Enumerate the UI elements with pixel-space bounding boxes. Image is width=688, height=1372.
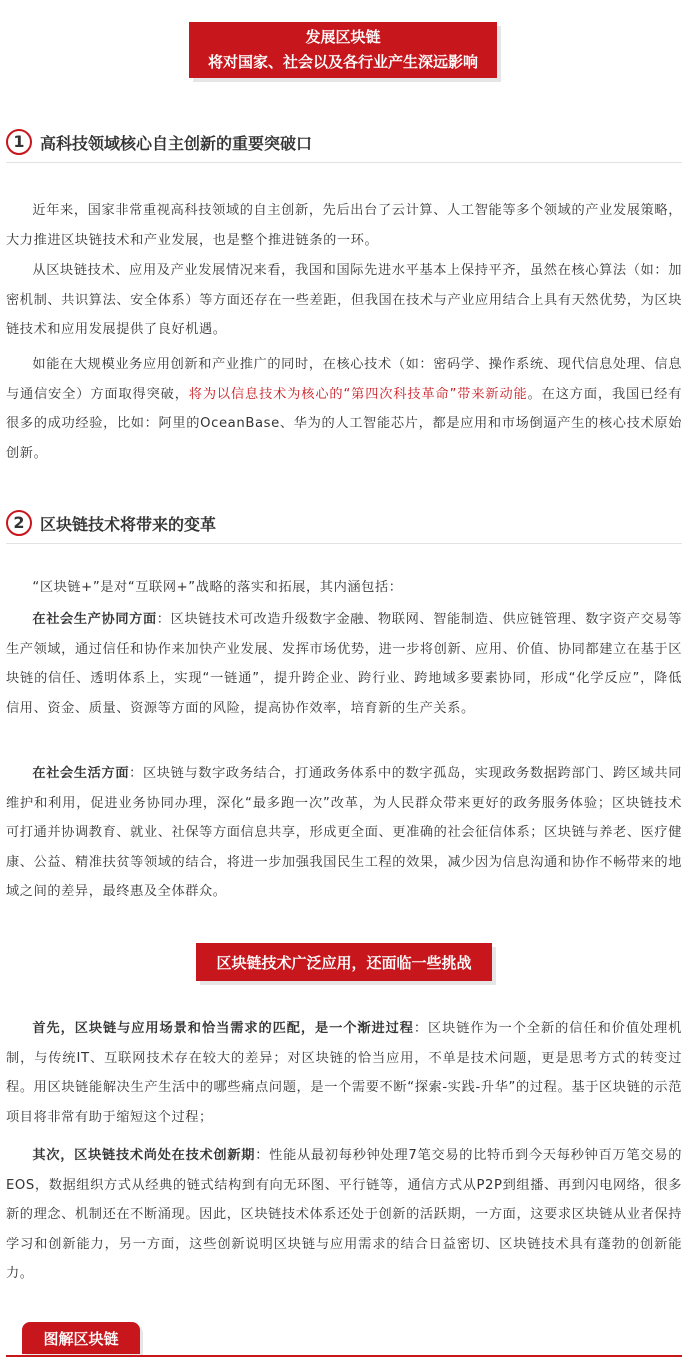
section-2-p3-text: ：区块链与数字政务结合，打通政务体系中的数字孤岛，实现政务数据跨部门、跨区域共同维护和利用，促进业务协同办理，深化“最多跑一次”改革，为人民群众带来更好的政务服务体验；区块链技术可打通并协调教育、就业、社保等方面信息共享，形成更全面、更准确的社会征信体系；区块链与养老、医疗健康、公益、精准扶贫等领域的结合，将进一步加强我国民生工程的效果，减少因为信息沟通和协作不畅带来的地域之间的差异，最终惠及全体群众。	[6, 766, 683, 899]
section-1-p3-text-a: 如能在大规模业务应用创新和产业推广的同时，在核心技术（如：密码学、操作系统、现代信息处理、信息与通信安全）方面取得突破，	[6, 357, 682, 402]
section-2-heading	[6, 509, 216, 537]
challenge-paragraph-2	[6, 1141, 682, 1289]
header-banner	[189, 22, 497, 78]
section-1-divider	[6, 162, 682, 163]
section-2-p3-lead: 在社会生活方面	[32, 766, 130, 781]
footer-section-tag: 图解区块链	[22, 1322, 140, 1354]
section-2-paragraph-1: “区块链+”是对“互联网+”战略的落实和拓展，其内涵包括：	[32, 580, 403, 595]
banner-line-1: 发展区块链	[305, 28, 381, 46]
section-1-p3-text-b: 。在这方面，我国已经有很多的成功经验，比如：阿里的OceanBase、华为的人工智能芯片，都是应用和市场倒逼产生的核心技术原始创新。	[6, 386, 682, 461]
challenge-banner: 区块链技术广泛应用，还面临一些挑战	[196, 943, 492, 981]
section-1-paragraph-1: 近年来，国家非常重视高科技领域的自主创新，先后出台了云计算、人工智能等多个领域的产业发展策略，大力推进区块链技术和产业发展，也是整个推进链条的一环。	[6, 203, 682, 248]
section-2-number: 2	[6, 510, 32, 536]
section-2-p2-text: ：区块链技术可改造升级数字金融、物联网、智能制造、供应链管理、数字资产交易等生产领域，通过信任和协作来加快产业发展、发挥市场优势，进一步将创新、应用、价值、协同都建立在基于区块链的信任、透明体系上，实现“一链通”，提升跨企业、跨行业、跨地域多要素协同，形成“化学反应”，降低信用、资金、质量、资源等方面的风险，提高协作效率，培育新的生产关系。	[6, 612, 683, 716]
challenge-p1-text: ：区块链作为一个全新的信任和价值处理机制，与传统IT、互联网技术存在较大的差异；对区块链的恰当应用，不单是技术问题，更是思考方式的转变过程。用区块链能解决生产生活中的哪些痛点问题，是一个需要不断“探索-实践-升华”的过程。基于区块链的示范项目将非常有助于缩短这个过程；	[6, 1021, 683, 1125]
section-1-paragraph-2: 从区块链技术、应用及产业发展情况来看，我国和国际先进水平基本上保持平齐，虽然在核心算法（如：加密机制、共识算法、安全体系）等方面还存在一些差距，但我国在技术与产业应用结合上具有天然优势，为区块链技术和应用发展提供了良好机遇。	[6, 263, 682, 337]
section-1-title: 高科技领域核心自主创新的重要突破口	[40, 133, 313, 153]
section-1-p3-highlight: 将为以信息技术为核心的“第四次科技革命”带来新动能	[188, 386, 528, 402]
section-1-number: 1	[6, 129, 32, 155]
section-2-divider	[6, 543, 682, 544]
section-2-paragraph-3	[6, 759, 682, 907]
section-1-paragraph-3	[6, 350, 682, 468]
challenge-p2-lead: 其次，区块链技术尚处在技术创新期	[32, 1148, 256, 1163]
section-2-p2-lead: 在社会生产协同方面	[32, 612, 157, 627]
footer-red-rule	[6, 1355, 682, 1357]
section-2-paragraph-2	[6, 605, 682, 723]
banner-line-2: 将对国家、社会以及各行业产生深远影响	[207, 53, 478, 71]
section-1-heading	[6, 128, 312, 156]
challenge-p1-lead: 首先，区块链与应用场景和恰当需求的匹配，是一个渐进过程	[32, 1021, 414, 1036]
challenge-paragraph-1	[6, 1014, 682, 1132]
section-2-title: 区块链技术将带来的变革	[40, 514, 217, 534]
challenge-p2-text: ：性能从最初每秒钟处理7笔交易的比特币到今天每秒钟百万笔交易的EOS，数据组织方式从经典的链式结构到有向无环图、平行链等，通信方式从P2P到组播、再到闪电网络，很多新的理念、机制还在不断涌现。因此，区块链技术体系还处于创新的活跃期，一方面，这要求区块链从业者保持学习和创新能力，另一方面，这些创新说明区块链与应用需求的结合日益密切、区块链技术具有蓬勃的创新能力。	[6, 1148, 682, 1281]
